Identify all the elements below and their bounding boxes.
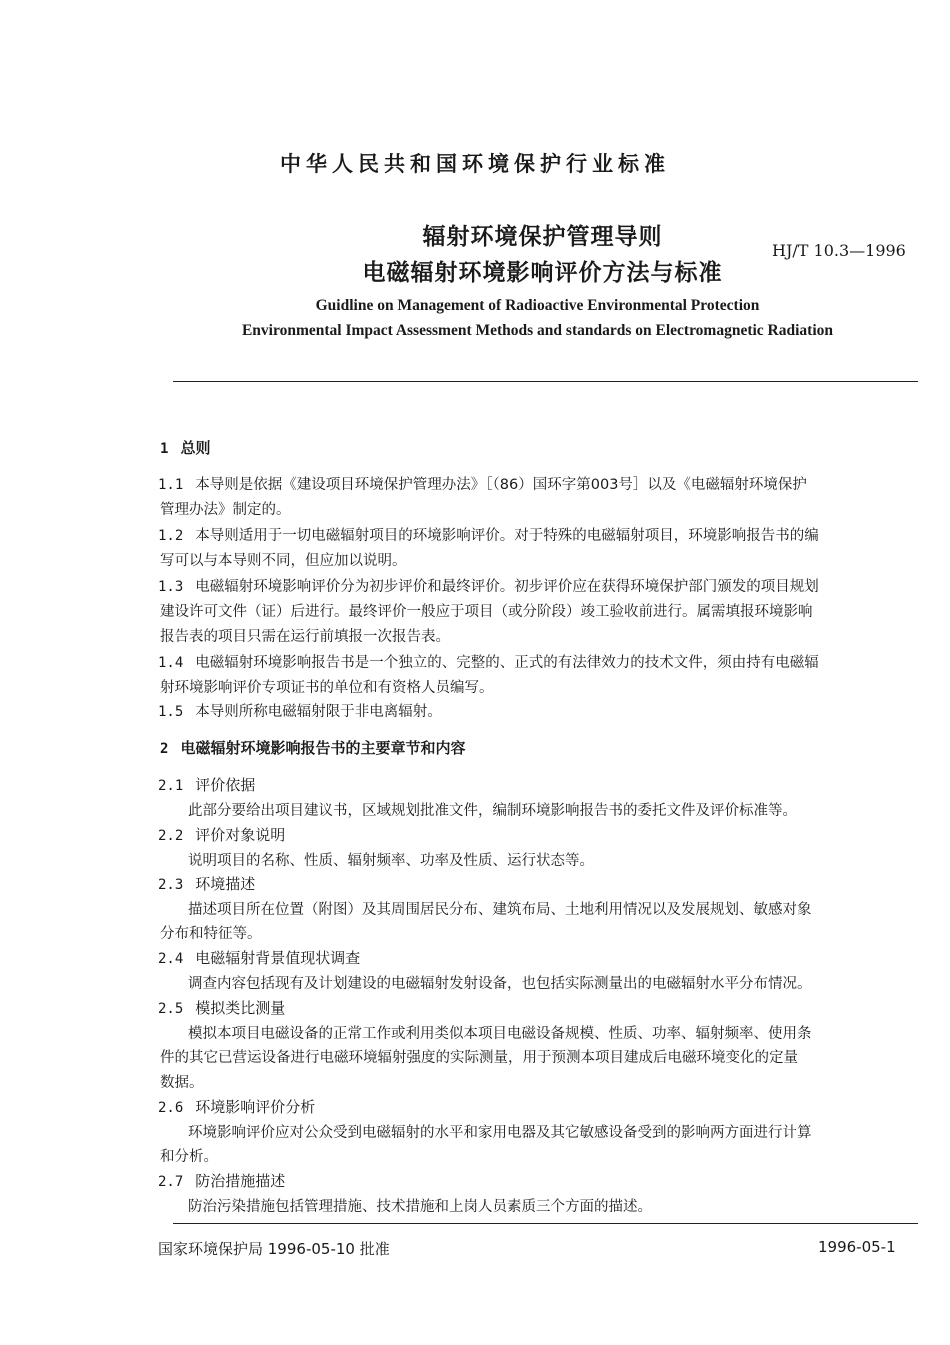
clause-2-4-text: 调查内容包括现有及计划建设的电磁辐射发射设备，也包括实际测量出的电磁辐射水平分布情况。 [188,976,812,992]
section-2-heading [160,737,465,758]
clause-text: 电磁辐射环境影响报告书是一个独立的、完整的、正式的有法律效力的技术文件，须由持有电磁辐 [195,655,819,671]
clause-text: 本导则所称电磁辐射限于非电离辐射。 [195,704,442,720]
clause-text: 电磁辐射环境影响评价分为初步评价和最终评价。初步评价应在获得环境保护部门颁发的项目规划 [195,579,819,595]
clause-number: 1.3 [158,579,184,595]
clause-2-7-text: 防治污染措施包括管理措施、技术措施和上岗人员素质三个方面的描述。 [188,1199,652,1215]
clause-1-1-line1 [158,473,807,494]
clause-title: 评价依据 [195,776,256,794]
clause-2-2-text: 说明项目的名称、性质、辐射频率、功率及性质、运行状态等。 [188,853,594,869]
clause-2-6-heading [158,1096,315,1117]
title-cn-line1: 辐射环境保护管理导则 [422,224,663,250]
clause-2-3-heading [158,873,255,894]
clause-2-3-line1: 描述项目所在位置（附图）及其周围居民分布、建筑布局、土地利用情况以及发展规划、敏感对象 [188,902,812,918]
section-number: 2 [160,741,169,757]
clause-1-3-line1 [158,575,819,596]
clause-title: 防治措施描述 [195,1172,286,1190]
clause-title: 环境描述 [195,875,256,893]
clause-number: 1.1 [158,477,184,493]
clause-number: 2.7 [158,1174,184,1190]
clause-2-1-heading [158,774,255,795]
footer-approval: 国家环境保护局 1996-05-10 批准 [158,1240,390,1258]
section-number: 1 [160,441,169,457]
clause-1-3-line3: 报告表的项目只需在运行前填报一次报告表。 [160,629,450,645]
header-title: 中华人民共和国环境保护行业标准 [280,152,670,176]
clause-number: 1.4 [158,655,184,671]
clause-number: 1.5 [158,704,184,720]
clause-number: 1.2 [158,528,184,544]
clause-number: 2.4 [158,951,184,967]
clause-number: 2.1 [158,778,184,794]
title-en-line2: Environmental Impact Assessment Methods and standards on Electromagnetic Radiation [241,322,834,339]
title-en-line1: Guidline on Management of Radioactive Environmental Protection [315,297,760,314]
title-cn-line2: 电磁辐射环境影响评价方法与标准 [362,260,723,286]
bottom-rule [173,1223,918,1224]
clause-1-4-line1 [158,651,819,672]
clause-title: 评价对象说明 [195,826,286,844]
clause-title: 模拟类比测量 [195,999,286,1017]
clause-2-5-line3: 数据。 [160,1075,204,1091]
clause-1-3-line2: 建设许可文件（证）后进行。最终评价一般应于项目（或分阶段）竣工验收前进行。属需填报环境影响 [160,604,813,620]
footer-date: 1996-05-1 [818,1238,896,1256]
clause-1-1-line2: 管理办法》制定的。 [160,502,291,518]
clause-1-4-line2: 射环境影响评价专项证书的单位和有资格人员编写。 [160,680,494,696]
clause-2-5-line1: 模拟本项目电磁设备的正常工作或利用类似本项目电磁设备规模、性质、功率、辐射频率、使用条 [188,1026,812,1042]
clause-number: 2.2 [158,828,184,844]
clause-text: 本导则是依据《建设项目环境保护管理办法》［（86）国环字第003号］以及《电磁辐射环境保护 [195,477,807,493]
clause-2-1-text: 此部分要给出项目建议书，区域规划批准文件，编制环境影响报告书的委托文件及评价标准等。 [188,803,797,819]
clause-number: 2.6 [158,1100,184,1116]
clause-title: 电磁辐射背景值现状调查 [195,949,361,967]
clause-number: 2.3 [158,877,184,893]
clause-2-7-heading [158,1170,285,1191]
clause-1-2-line2: 写可以与本导则不同，但应加以说明。 [160,553,407,569]
clause-2-5-line2: 件的其它已营运设备进行电磁环境辐射强度的实际测量，用于预测本项目建成后电磁环境变化的定量 [160,1050,798,1066]
clause-2-6-line1: 环境影响评价应对公众受到电磁辐射的水平和家用电器及其它敏感设备受到的影响两方面进行计算 [188,1125,812,1141]
section-title: 总则 [180,439,211,457]
clause-2-5-heading [158,997,285,1018]
clause-number: 2.5 [158,1001,184,1017]
clause-2-2-heading [158,824,285,845]
clause-2-4-heading [158,947,360,968]
clause-2-3-line2: 分布和特征等。 [160,926,262,942]
top-rule [173,381,918,382]
clause-title: 环境影响评价分析 [195,1098,316,1116]
clause-text: 本导则适用于一切电磁辐射项目的环境影响评价。对于特殊的电磁辐射项目，环境影响报告书的编 [195,528,819,544]
standard-number: HJ/T 10.3—1996 [772,241,906,260]
clause-1-2-line1 [158,524,819,545]
section-title: 电磁辐射环境影响报告书的主要章节和内容 [180,739,466,757]
section-1-heading [160,437,210,458]
clause-2-6-line2: 和分析。 [160,1149,218,1165]
clause-1-5 [158,700,442,721]
